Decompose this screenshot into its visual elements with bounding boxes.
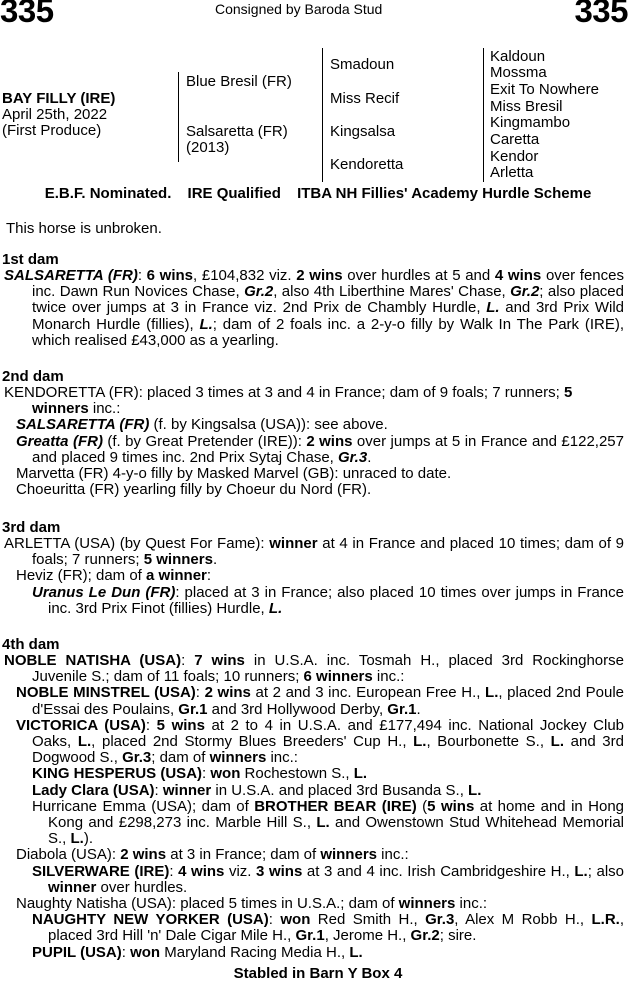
heading-4th-dam: 4th dam bbox=[2, 636, 60, 653]
pedigree-dam-dam: Kendoretta bbox=[330, 156, 404, 173]
consignor: Consigned by Baroda Stud bbox=[215, 1, 383, 17]
pedigree-sire: Blue Bresil (FR) bbox=[186, 73, 292, 90]
horse-produce: (First Produce) bbox=[2, 122, 102, 139]
pedigree-line-2 bbox=[322, 48, 323, 182]
pedigree-g4-2: Mossma bbox=[490, 64, 547, 81]
pedigree-g4-3: Exit To Nowhere bbox=[490, 81, 599, 98]
pedigree-g4-7: Kendor bbox=[490, 148, 539, 165]
unbroken-note: This horse is unbroken. bbox=[6, 220, 162, 237]
pedigree-g4-8: Arletta bbox=[490, 164, 534, 181]
heading-1st-dam: 1st dam bbox=[2, 251, 59, 268]
heading-3rd-dam: 3rd dam bbox=[2, 519, 61, 536]
pedigree-line-3 bbox=[483, 48, 484, 182]
pedigree-g4-5: Kingmambo bbox=[490, 114, 571, 131]
note-itba: ITBA NH Fillies' Academy Hurdle Scheme bbox=[297, 185, 592, 202]
pedigree-line-1 bbox=[178, 72, 179, 162]
note-ebf: E.B.F. Nominated. bbox=[44, 185, 172, 202]
horse-foaled: April 25th, 2022 bbox=[2, 106, 108, 123]
note-ire: IRE Qualified bbox=[187, 185, 281, 202]
entry-notes bbox=[0, 186, 636, 202]
pedigree-g4-6: Caretta bbox=[490, 131, 540, 148]
pedigree-g4-1: Kaldoun bbox=[490, 48, 546, 65]
stabled-location: Stabled in Barn Y Box 4 bbox=[233, 965, 403, 982]
dam2-text: KENDORETTA (FR): placed 3 times at 3 and 4 in France; dam of 9 foals; 7 runners; 5 winners inc.: SALSARETTA (FR) (f. by Kingsalsa (USA)): see above. Greatta (FR) (f. by Great Pretender (IRE)): 2 wins over jumps at 5 in France and £122,257 and placed 9 times inc. 2nd Prix Sytaj Chase, Gr.3. Marvetta (FR) 4-y-o filly by Masked Marvel (GB): unraced to date. Choeuritta (FR) yearling filly by Choeur du Nord (FR). bbox=[4, 384, 624, 499]
lot-number-left: 335 bbox=[0, 0, 54, 29]
horse-name: BAY FILLY (IRE) bbox=[2, 90, 116, 107]
dam1-text: SALSARETTA (FR): 6 wins, £104,832 viz. 2 wins over hurdles at 5 and 4 wins over fences inc. Dawn Run Novices Chase, Gr.2, also 4th Liberthine Mares' Chase, Gr.2; also placed twice over jumps at 3 in France viz. 2nd Prix de Chambly Hurdle, L. and 3rd Prix Wild Monarch Hurdle (fillies), L.; dam of 2 foals inc. a 2-y-o filly by Walk In The Park (IRE), which realised £43,000 as a yearling. bbox=[4, 267, 625, 349]
pedigree-dam-sire: Kingsalsa bbox=[330, 123, 396, 140]
pedigree-dam-year: (2013) bbox=[186, 139, 230, 156]
dam3-text: ARLETTA (USA) (by Quest For Fame): winner at 4 in France and placed 10 times; dam of 9 foals; 7 runners; 5 winners. Heviz (FR); dam of a winner: Uranus Le Dun (FR): placed at 3 in France; also placed 10 times over jumps in France inc. 3rd Prix Finot (fillies) Hurdle, L. bbox=[4, 535, 624, 617]
lot-number-right: 335 bbox=[574, 0, 628, 29]
heading-2nd-dam: 2nd dam bbox=[2, 368, 64, 385]
pedigree-sire-dam: Miss Recif bbox=[330, 90, 400, 107]
pedigree-g4-4: Miss Bresil bbox=[490, 98, 563, 115]
dam4-text: NOBLE NATISHA (USA): 7 wins in U.S.A. inc. Tosmah H., placed 3rd Rockinghorse Juvenile S.; dam of 11 foals; 10 runners; 6 winners inc.: NOBLE MINSTREL (USA): 2 wins at 2 and 3 inc. European Free H., L., placed 2nd Poule d'Essai des Poulains, Gr.1 and 3rd Hollywood Derby, Gr.1. VICTORICA (USA): 5 wins at 2 to 4 in U.S.A. and £177,494 inc. National Jockey Club Oaks, L., placed 2nd Stormy Blues Breeders' Cup H., L., Bourbonette S., L. and 3rd Dogwood S., Gr.3; dam of winners inc.: KING HESPERUS (USA): won Rochestown S., L. Lady Clara (USA): winner in U.S.A. and placed 3rd Busanda S., L. Hurricane Emma (USA); dam of BROTHER BEAR (IRE) (5 wins at home and in Hong Kong and £298,273 inc. Marble Hill S., L. and Owenstown Stud Whitehead Memorial S., L.). Diabola (USA): 2 wins at 3 in France; dam of winners inc.: SILVERWARE (IRE): 4 wins viz. 3 wins at 3 and 4 inc. Irish Cambridgeshire H., L.; also winner over hurdles. Naughty Natisha (USA): placed 5 times in U.S.A.; dam of winners inc.: NAUGHTY NEW YORKER (USA): won Red Smith H., Gr.3, Alex M Robb H., L.R., placed 3rd Hill 'n' Dale Cigar Mile H., Gr.1, Jerome H., Gr.2; sire. PUPIL (USA): won Maryland Racing Media H., L. bbox=[4, 652, 625, 961]
pedigree-sire-sire: Smadoun bbox=[330, 56, 395, 73]
pedigree-dam: Salsaretta (FR) bbox=[186, 123, 288, 140]
